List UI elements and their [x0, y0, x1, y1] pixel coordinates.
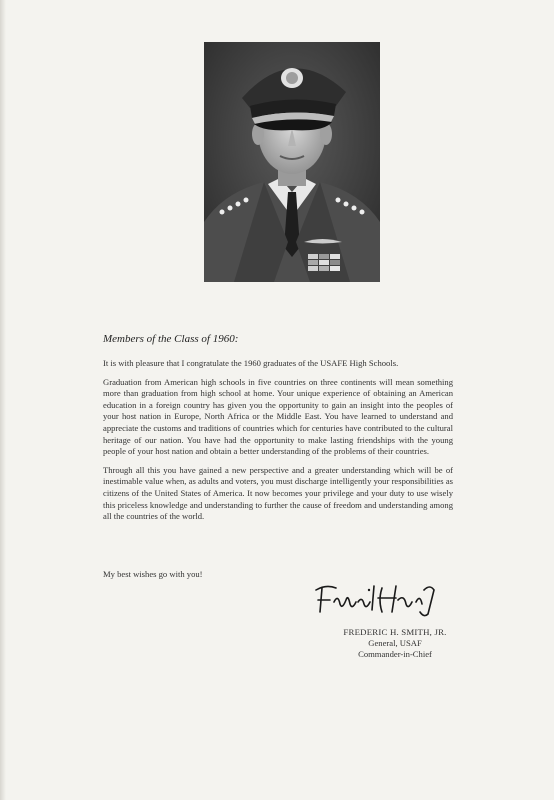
- officer-portrait: [204, 42, 380, 282]
- page-edge-shadow: [0, 0, 6, 800]
- signer-rank: General, USAF: [368, 638, 422, 648]
- closing-line: My best wishes go with you!: [103, 569, 203, 579]
- signer-title: Commander-in-Chief: [358, 649, 432, 659]
- paragraph-3: Through all this you have gained a new perspective and a greater understanding which will be of inestimable value when, as adults and voters, you must discharge intelligently your responsibilities as citizens of the United States of America. It now becomes your privilege and your duty to use wisely this priceless knowledge and understanding to further the cause of freedom and understanding among all the countries of the world.: [103, 464, 453, 522]
- paragraph-2: Graduation from American high schools in five countries on three continents will mean something more than graduation from high school at home. Your unique experience of obtaining an American education in a foreign country has given you the opportunity to gain an insight into the peoples of your host nation in Europe, North Africa or the Middle East. You have learned to understand and appreciate the customs and traditions of countries which for centuries have contributed to the cultural heritage of our nation. You have had the opportunity to make lasting friendships with the young people of your host nation and obtain a better understanding of the problems of their countries.: [103, 376, 453, 457]
- portrait-illustration: [204, 42, 380, 282]
- letter-body: [103, 358, 453, 530]
- handwritten-signature: [312, 580, 447, 620]
- signature-drawing: [312, 580, 447, 620]
- signature-block: [335, 627, 455, 660]
- salutation: Members of the Class of 1960:: [103, 333, 239, 345]
- signer-name: FREDERIC H. SMITH, JR.: [343, 627, 447, 637]
- paragraph-1: It is with pleasure that I congratulate the 1960 graduates of the USAFE High Schools.: [103, 358, 399, 368]
